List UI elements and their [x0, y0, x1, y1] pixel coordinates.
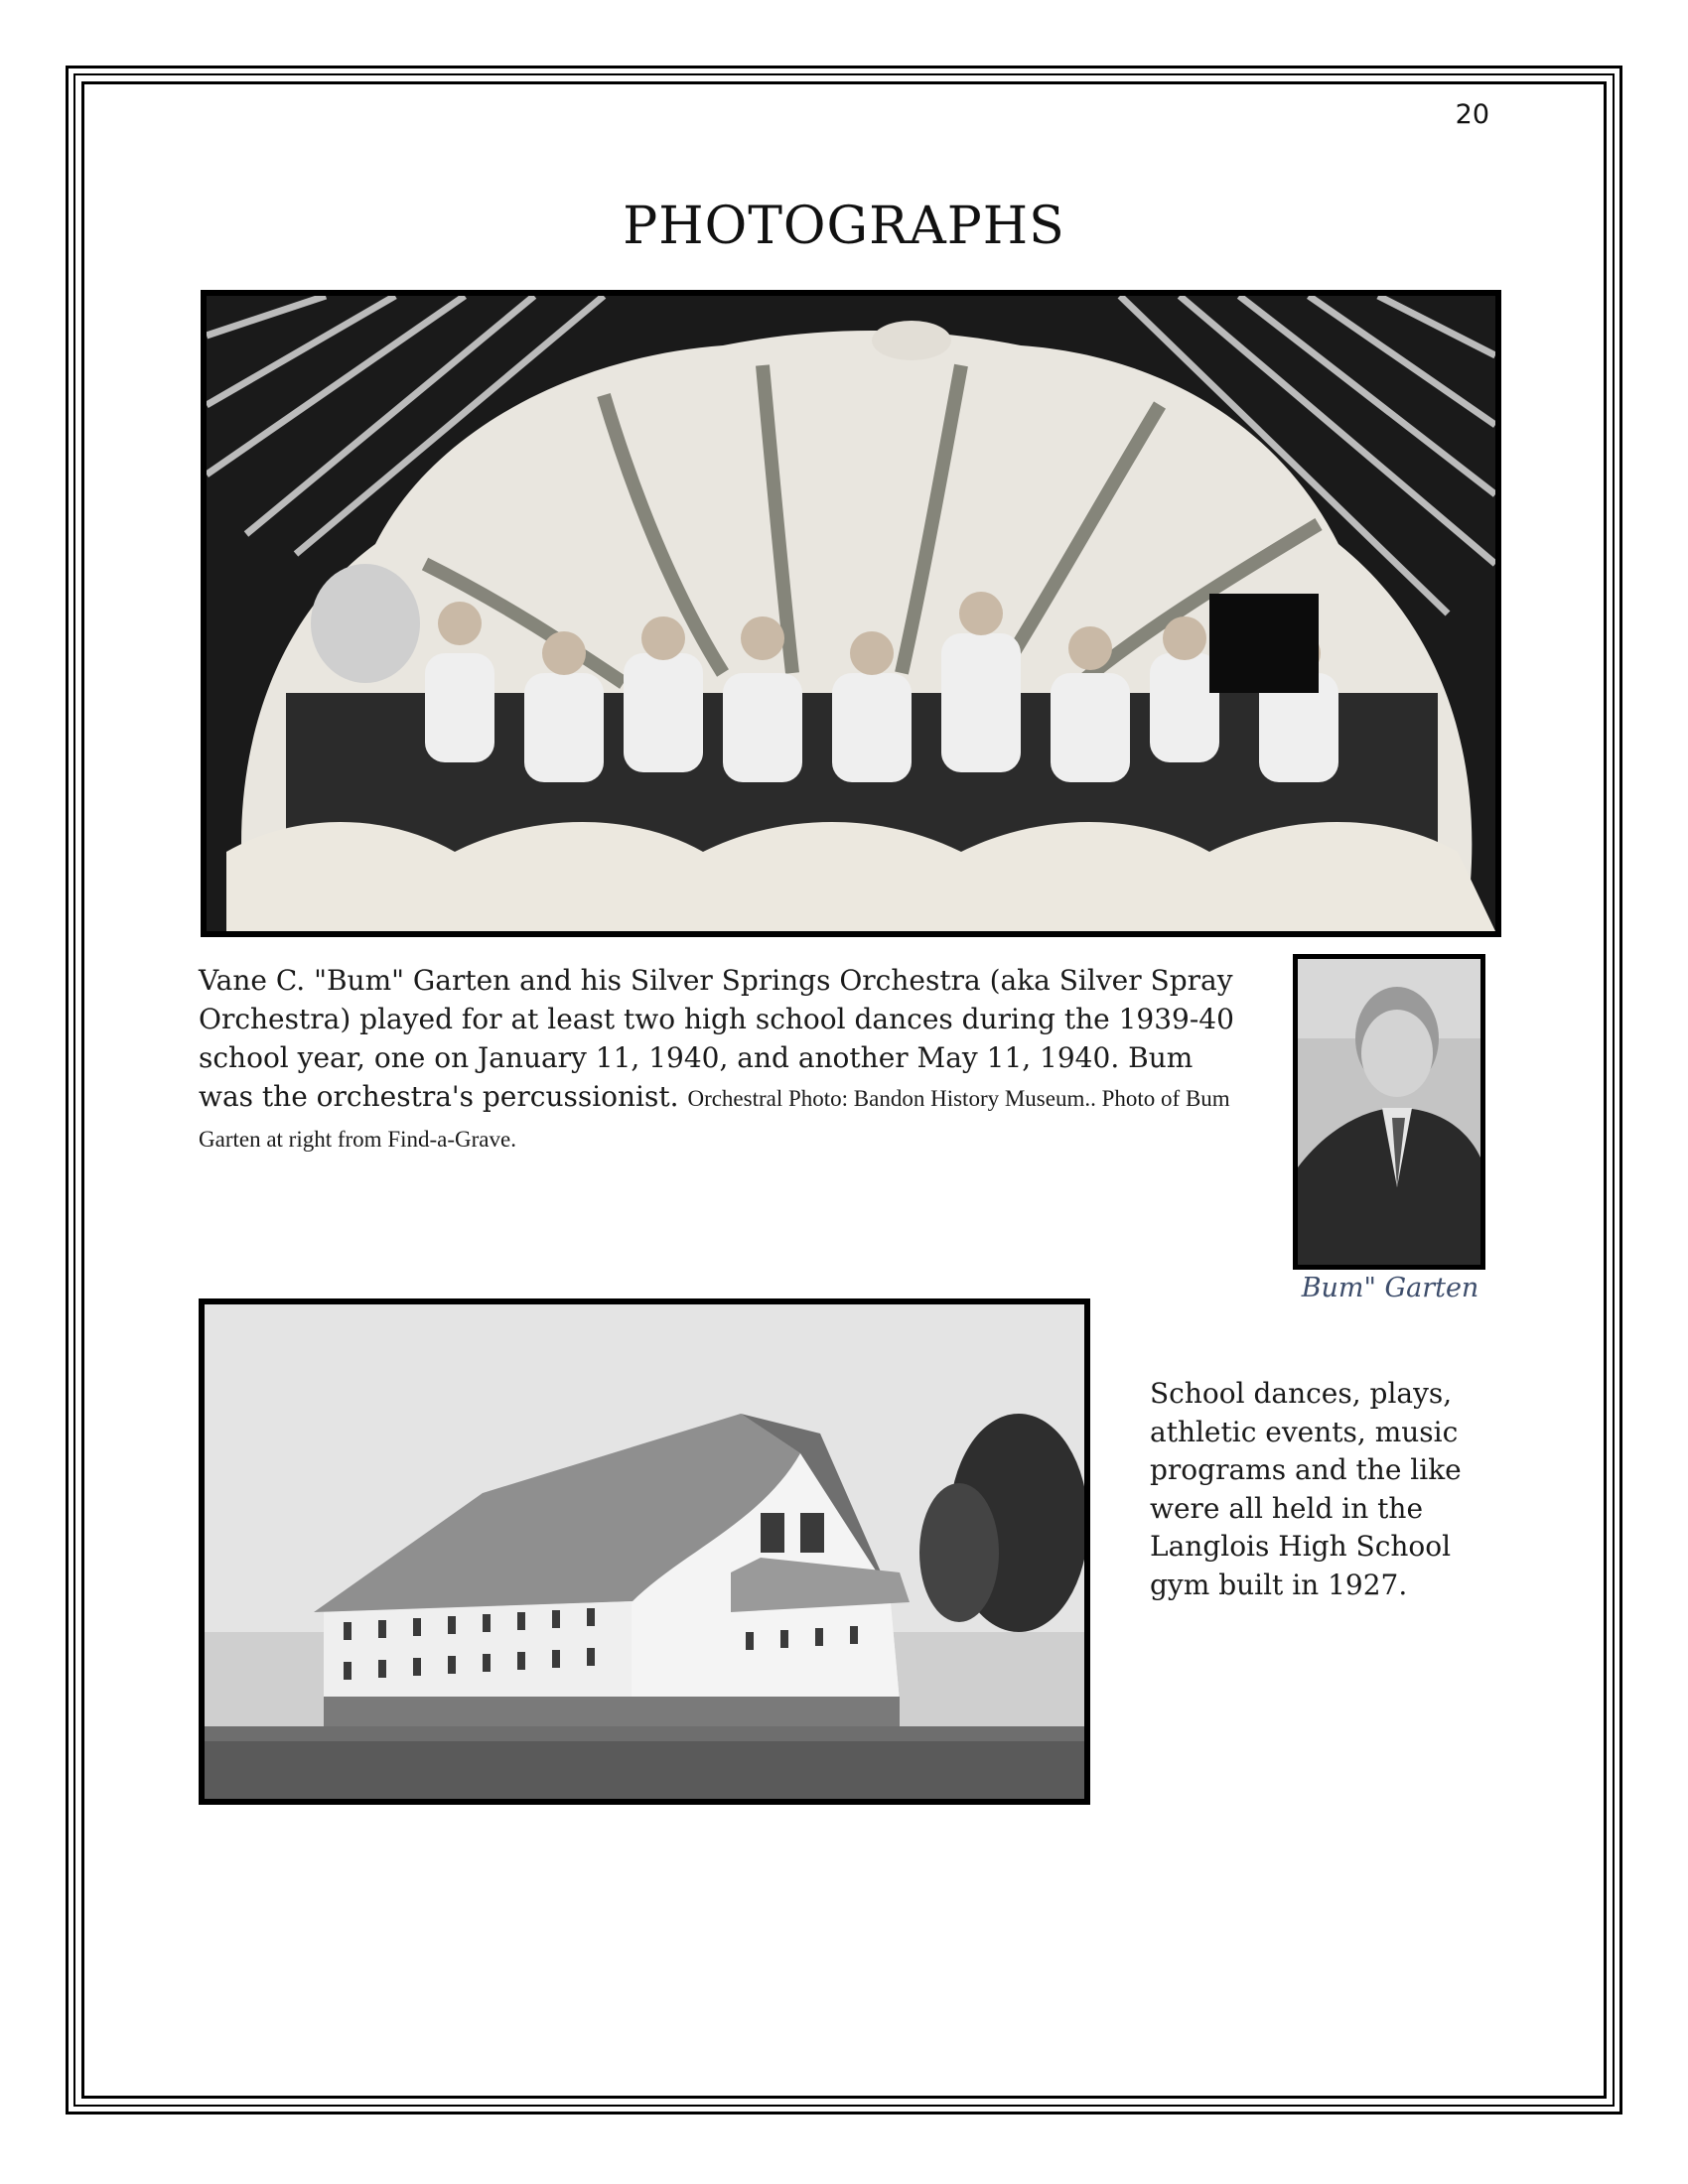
- orchestra-caption: [199, 961, 1251, 1159]
- page-number: 20: [1455, 99, 1489, 130]
- portrait-photo: [1293, 954, 1485, 1270]
- page-title: PHOTOGRAPHS: [623, 197, 1065, 256]
- photo-credit-text: Orchestral Photo: Bandon History Museum.. Photo of Bum Garten at right from Find-a-Grave.: [199, 1086, 1230, 1152]
- orchestra-caption-text: Vane C. "Bum" Garten and his Silver Springs Orchestra (aka Silver Spray Orchestra) played for at least two high school dances during the 1939-40 school year, one on January 11, 1940, and another May 11, 1940. Bum was the orchestra's percussionist.: [199, 964, 1234, 1113]
- gym-caption: School dances, plays, athletic events, music programs and the like were all held in the Langlois High School gym built in 1927.: [1150, 1377, 1462, 1601]
- gym-photo: [199, 1298, 1090, 1805]
- portrait-caption: Bum" Garten: [1301, 1273, 1479, 1303]
- orchestra-photo: [201, 290, 1501, 937]
